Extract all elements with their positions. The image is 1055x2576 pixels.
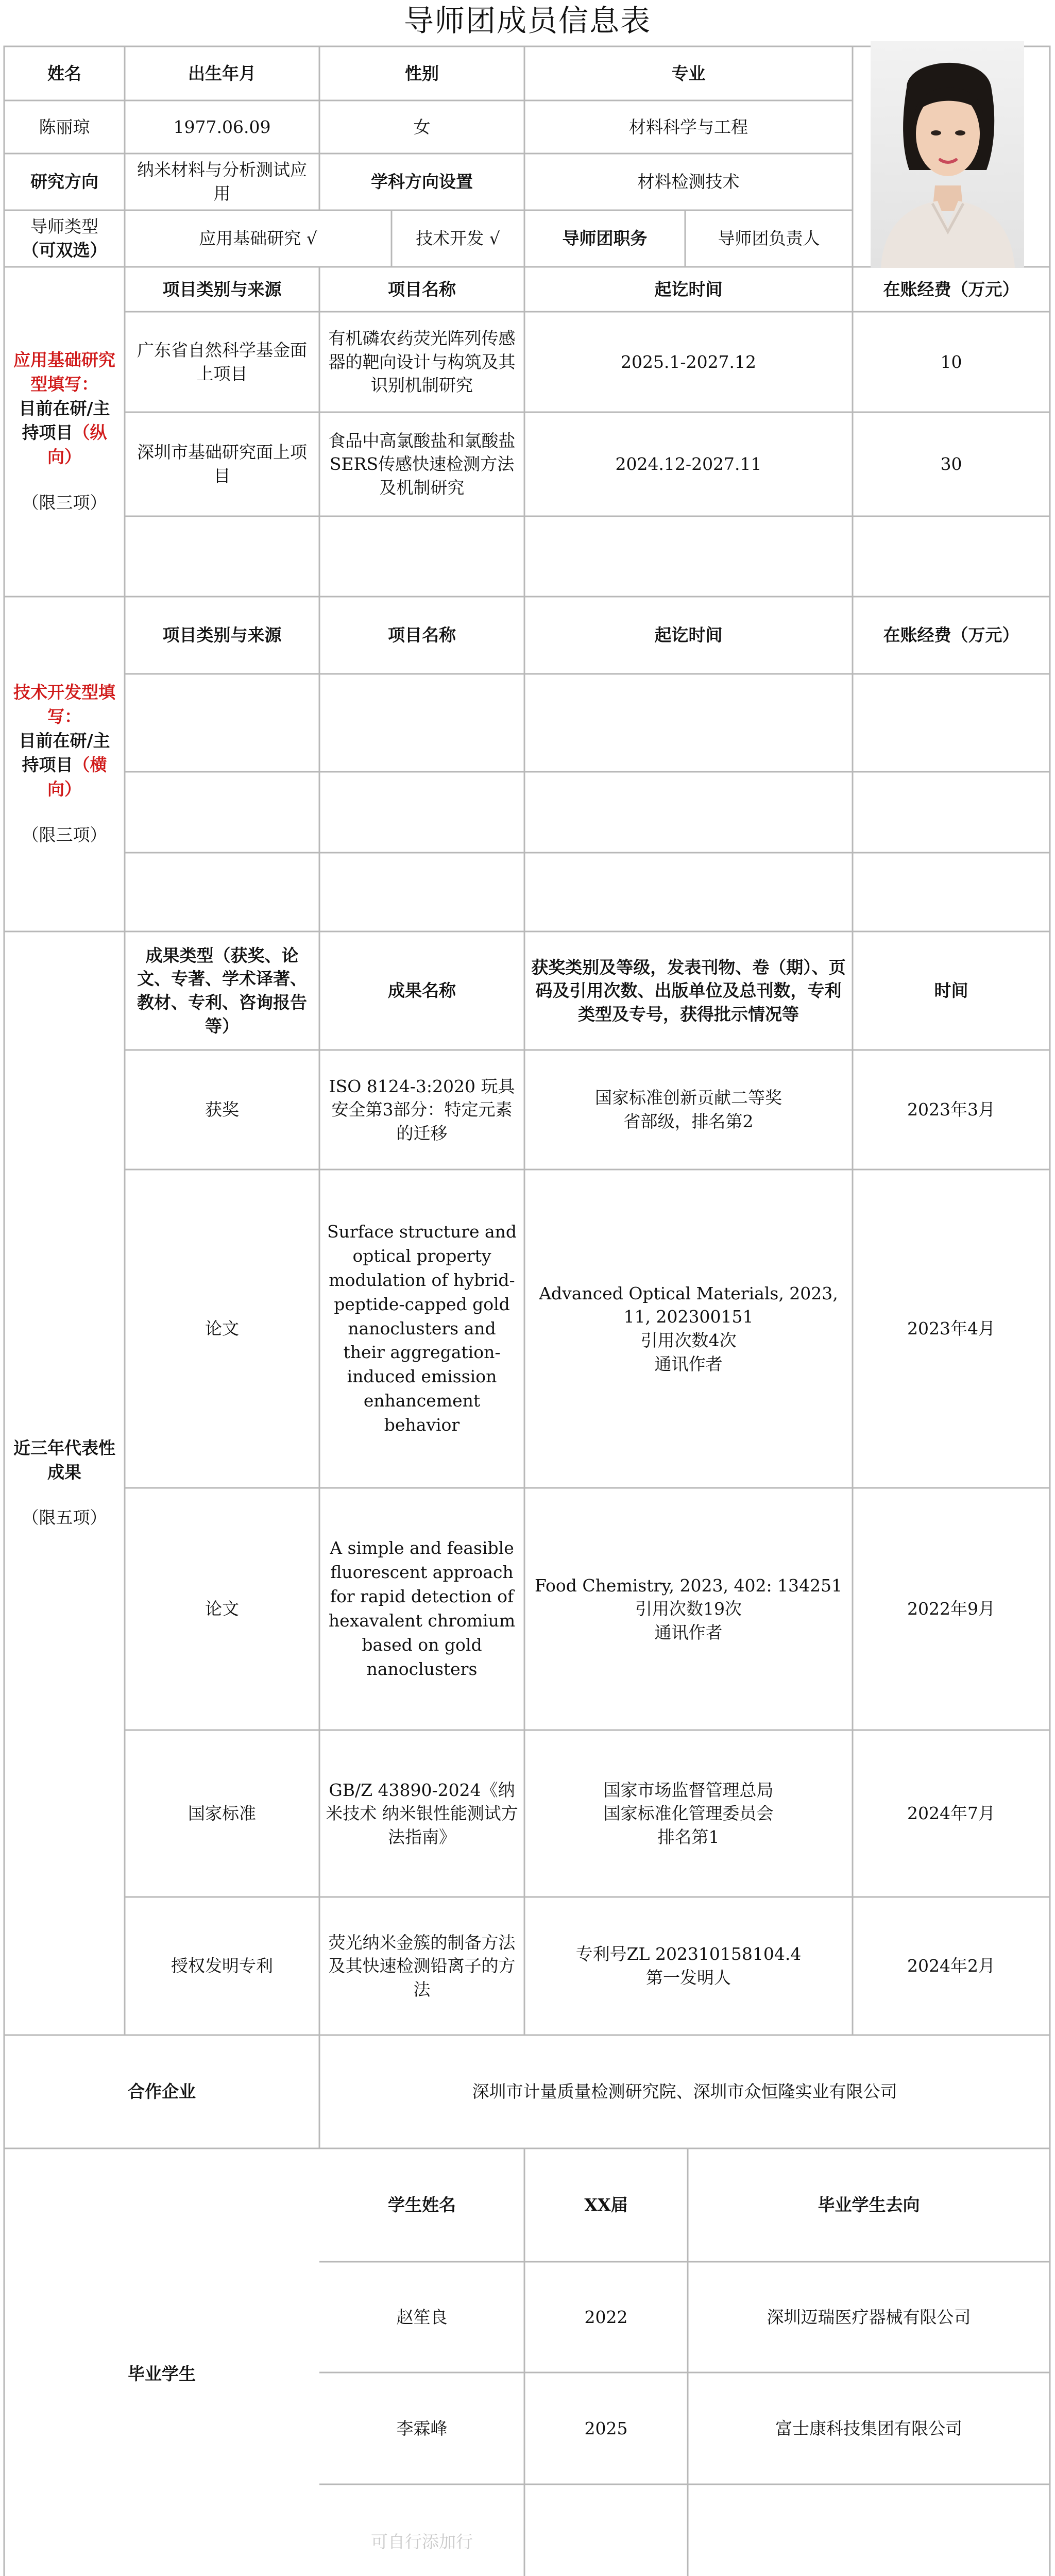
achievement-row2-detail-line3: 通讯作者 (654, 1353, 723, 1374)
applied-header-funds: 在账经费（万元） (883, 279, 1019, 299)
applied-row1-name: 有机磷农药荧光阵列传感器的靶向设计与构筑及其识别机制研究 (328, 328, 516, 396)
major-header: 专业 (671, 63, 706, 83)
mentor-type-label-line2: （可双选） (22, 240, 107, 260)
achievement-row4-time: 2024年7月 (907, 1803, 995, 1824)
achievements-label-line2: 成果 (47, 1462, 81, 1482)
applied-label-limit: （限三项） (22, 492, 107, 513)
student-row1-year: 2022 (584, 2307, 628, 2327)
achievements-header-detail: 获奖类别及等级，发表刊物、卷（期）、页码及引用次数、出版单位及总刊数，专利类型及专号，获得批示情况等 (531, 957, 846, 1024)
page-title: 导师团成员信息表 (403, 3, 651, 38)
achievement-row1-detail-line1: 国家标准创新贡献二等奖 (595, 1088, 782, 1108)
applied-row2-period: 2024.12-2027.11 (615, 454, 762, 474)
mentor-type-option-applied: 应用基础研究 √ (199, 228, 317, 249)
achievement-row1-time: 2023年3月 (907, 1099, 995, 1120)
discipline-label: 学科方向设置 (371, 172, 473, 192)
name-value: 陈丽琼 (39, 116, 90, 137)
achievement-row5-detail-line1: 专利号ZL 202310158104.4 (575, 1944, 802, 1964)
name-header: 姓名 (47, 63, 81, 83)
applied-header-period: 起讫时间 (654, 279, 723, 299)
tech-label-limit: （限三项） (22, 824, 107, 845)
major-value: 材料科学与工程 (629, 116, 748, 137)
duty-value: 导师团负责人 (718, 228, 820, 249)
achievement-row3-detail-line1: Food Chemistry, 2023, 402: 134251 (534, 1575, 843, 1596)
students-header-destination: 毕业学生去向 (818, 2195, 920, 2215)
mentor-type-option-tech: 技术开发 √ (416, 228, 500, 249)
applied-row2-name: 食品中高氯酸盐和氯酸盐SERS传感快速检测方法及机制研究 (328, 430, 516, 498)
achievement-row5-type: 授权发明专利 (171, 1956, 273, 1976)
achievements-header-time: 时间 (934, 980, 968, 1001)
birth-value: 1977.06.09 (173, 116, 271, 137)
tech-header-funds: 在账经费（万元） (883, 625, 1019, 646)
mentor-photo (871, 41, 1024, 268)
students-header-name: 学生姓名 (388, 2195, 456, 2215)
applied-row1-source: 广东省自然科学基金面上项目 (137, 340, 307, 384)
birth-header: 出生年月 (188, 63, 256, 83)
students-header-year: XX届 (584, 2195, 628, 2215)
achievements-header-type: 成果类型（获奖、论文、专著、学术译著、教材、专利、咨询报告等） (137, 945, 307, 1036)
applied-row2-source: 深圳市基础研究面上项目 (137, 442, 307, 486)
student-row1-name: 赵笙良 (396, 2307, 448, 2327)
tech-label-line4: 持项目（横 (22, 755, 107, 775)
research-label: 研究方向 (30, 172, 98, 192)
student-row1-destination: 深圳迈瑞医疗器械有限公司 (767, 2307, 971, 2327)
achievement-row4-detail-line2: 国家标准化管理委员会 (603, 1803, 774, 1824)
achievement-row3-detail-line2: 引用次数19次 (635, 1599, 742, 1619)
achievement-row2-detail (524, 1170, 853, 1488)
mentor-type-label (4, 210, 125, 267)
achievement-row1-detail-line2: 省部级，排名第2 (623, 1111, 754, 1131)
students-label: 毕业学生 (128, 2363, 196, 2384)
achievement-row3-time: 2022年9月 (907, 1599, 995, 1619)
student-row2-destination: 富士康科技集团有限公司 (775, 2418, 962, 2438)
achievement-row4-detail-line1: 国家市场监督管理总局 (603, 1780, 774, 1800)
achievement-row3-detail (524, 1488, 853, 1730)
achievement-row2-name: Surface structure and optical property modulation of hybrid-peptide-capped gold nanoclusters and their aggregation-induced emission enhancement behavior (327, 1222, 517, 1435)
achievement-row5-name: 荧光纳米金簇的制备方法及其快速检测铅离子的方法 (328, 1932, 516, 1999)
achievements-header-name: 成果名称 (388, 980, 456, 1001)
applied-label-line2: 型填写： (30, 374, 98, 395)
student-row2-year: 2025 (584, 2418, 628, 2438)
gender-header: 性别 (405, 63, 439, 83)
research-value: 纳米材料与分析测试应用 (137, 160, 307, 204)
applied-label-line6: 向） (47, 446, 81, 467)
achievements-label-line1: 近三年代表性 (13, 1437, 115, 1458)
achievement-row2-detail-line1: Advanced Optical Materials, 2023, 11, 202300151 (539, 1283, 838, 1327)
achievement-row2-time: 2023年4月 (907, 1318, 995, 1339)
tech-header-period: 起讫时间 (654, 625, 723, 646)
achievement-row4-name: GB/Z 43890-2024《纳米技术 纳米银性能测试方法指南》 (326, 1780, 518, 1847)
applied-row1-funds: 10 (940, 351, 962, 372)
tech-label-line1: 技术开发型填 (13, 682, 115, 703)
achievement-row5-time: 2024年2月 (907, 1956, 995, 1976)
tech-header-name: 项目名称 (388, 625, 456, 646)
achievement-row1-detail (524, 1050, 853, 1170)
achievement-row3-name: A simple and feasible fluorescent approach for rapid detection of hexavalent chromium based on gold nanoclusters (328, 1538, 516, 1679)
partner-value: 深圳市计量质量检测研究院、深圳市众恒隆实业有限公司 (472, 2081, 897, 2102)
achievement-row5-detail-line2: 第一发明人 (646, 1968, 731, 1988)
achievements-section-label (4, 931, 125, 2035)
achievement-row2-type: 论文 (205, 1318, 239, 1339)
tech-label-line3: 目前在研/主 (19, 731, 110, 751)
achievement-row4-detail (524, 1730, 853, 1897)
tech-label-line6: 向） (47, 778, 81, 799)
applied-label-line3: 目前在研/主 (19, 398, 110, 419)
mentor-type-label-line1: 导师类型 (30, 216, 98, 237)
discipline-value: 材料检测技术 (637, 172, 740, 192)
achievement-row2-detail-line2: 引用次数4次 (640, 1330, 737, 1350)
applied-label-line1: 应用基础研究 (13, 350, 115, 370)
achievement-row4-type: 国家标准 (188, 1803, 256, 1824)
achievement-row3-type: 论文 (205, 1599, 239, 1619)
student-row2-name: 李霖峰 (396, 2418, 448, 2438)
achievement-row1-name: ISO 8124-3:2020 玩具安全第3部分：特定元素的迁移 (329, 1076, 515, 1143)
applied-section-label (4, 267, 125, 597)
duty-label: 导师团职务 (562, 228, 648, 249)
tech-label-line2: 写： (47, 706, 81, 727)
achievement-row3-detail-line3: 通讯作者 (654, 1622, 723, 1642)
achievements-label-limit: （限五项） (22, 1507, 107, 1528)
applied-header-name: 项目名称 (388, 279, 456, 299)
applied-header-source: 项目类别与来源 (162, 279, 282, 299)
student-add-row-placeholder[interactable]: 可自行添加行 (371, 2531, 473, 2552)
applied-row1-period: 2025.1-2027.12 (620, 351, 757, 372)
achievement-row1-type: 获奖 (205, 1099, 239, 1120)
gender-value: 女 (413, 116, 431, 137)
tech-section-label (4, 597, 125, 931)
partner-label: 合作企业 (128, 2081, 196, 2102)
applied-row2-funds: 30 (940, 454, 962, 474)
tech-header-source: 项目类别与来源 (162, 625, 282, 646)
achievement-row5-detail (524, 1897, 853, 2035)
applied-label-line4: 持项目（纵 (22, 422, 107, 443)
achievement-row4-detail-line3: 排名第1 (657, 1826, 720, 1847)
